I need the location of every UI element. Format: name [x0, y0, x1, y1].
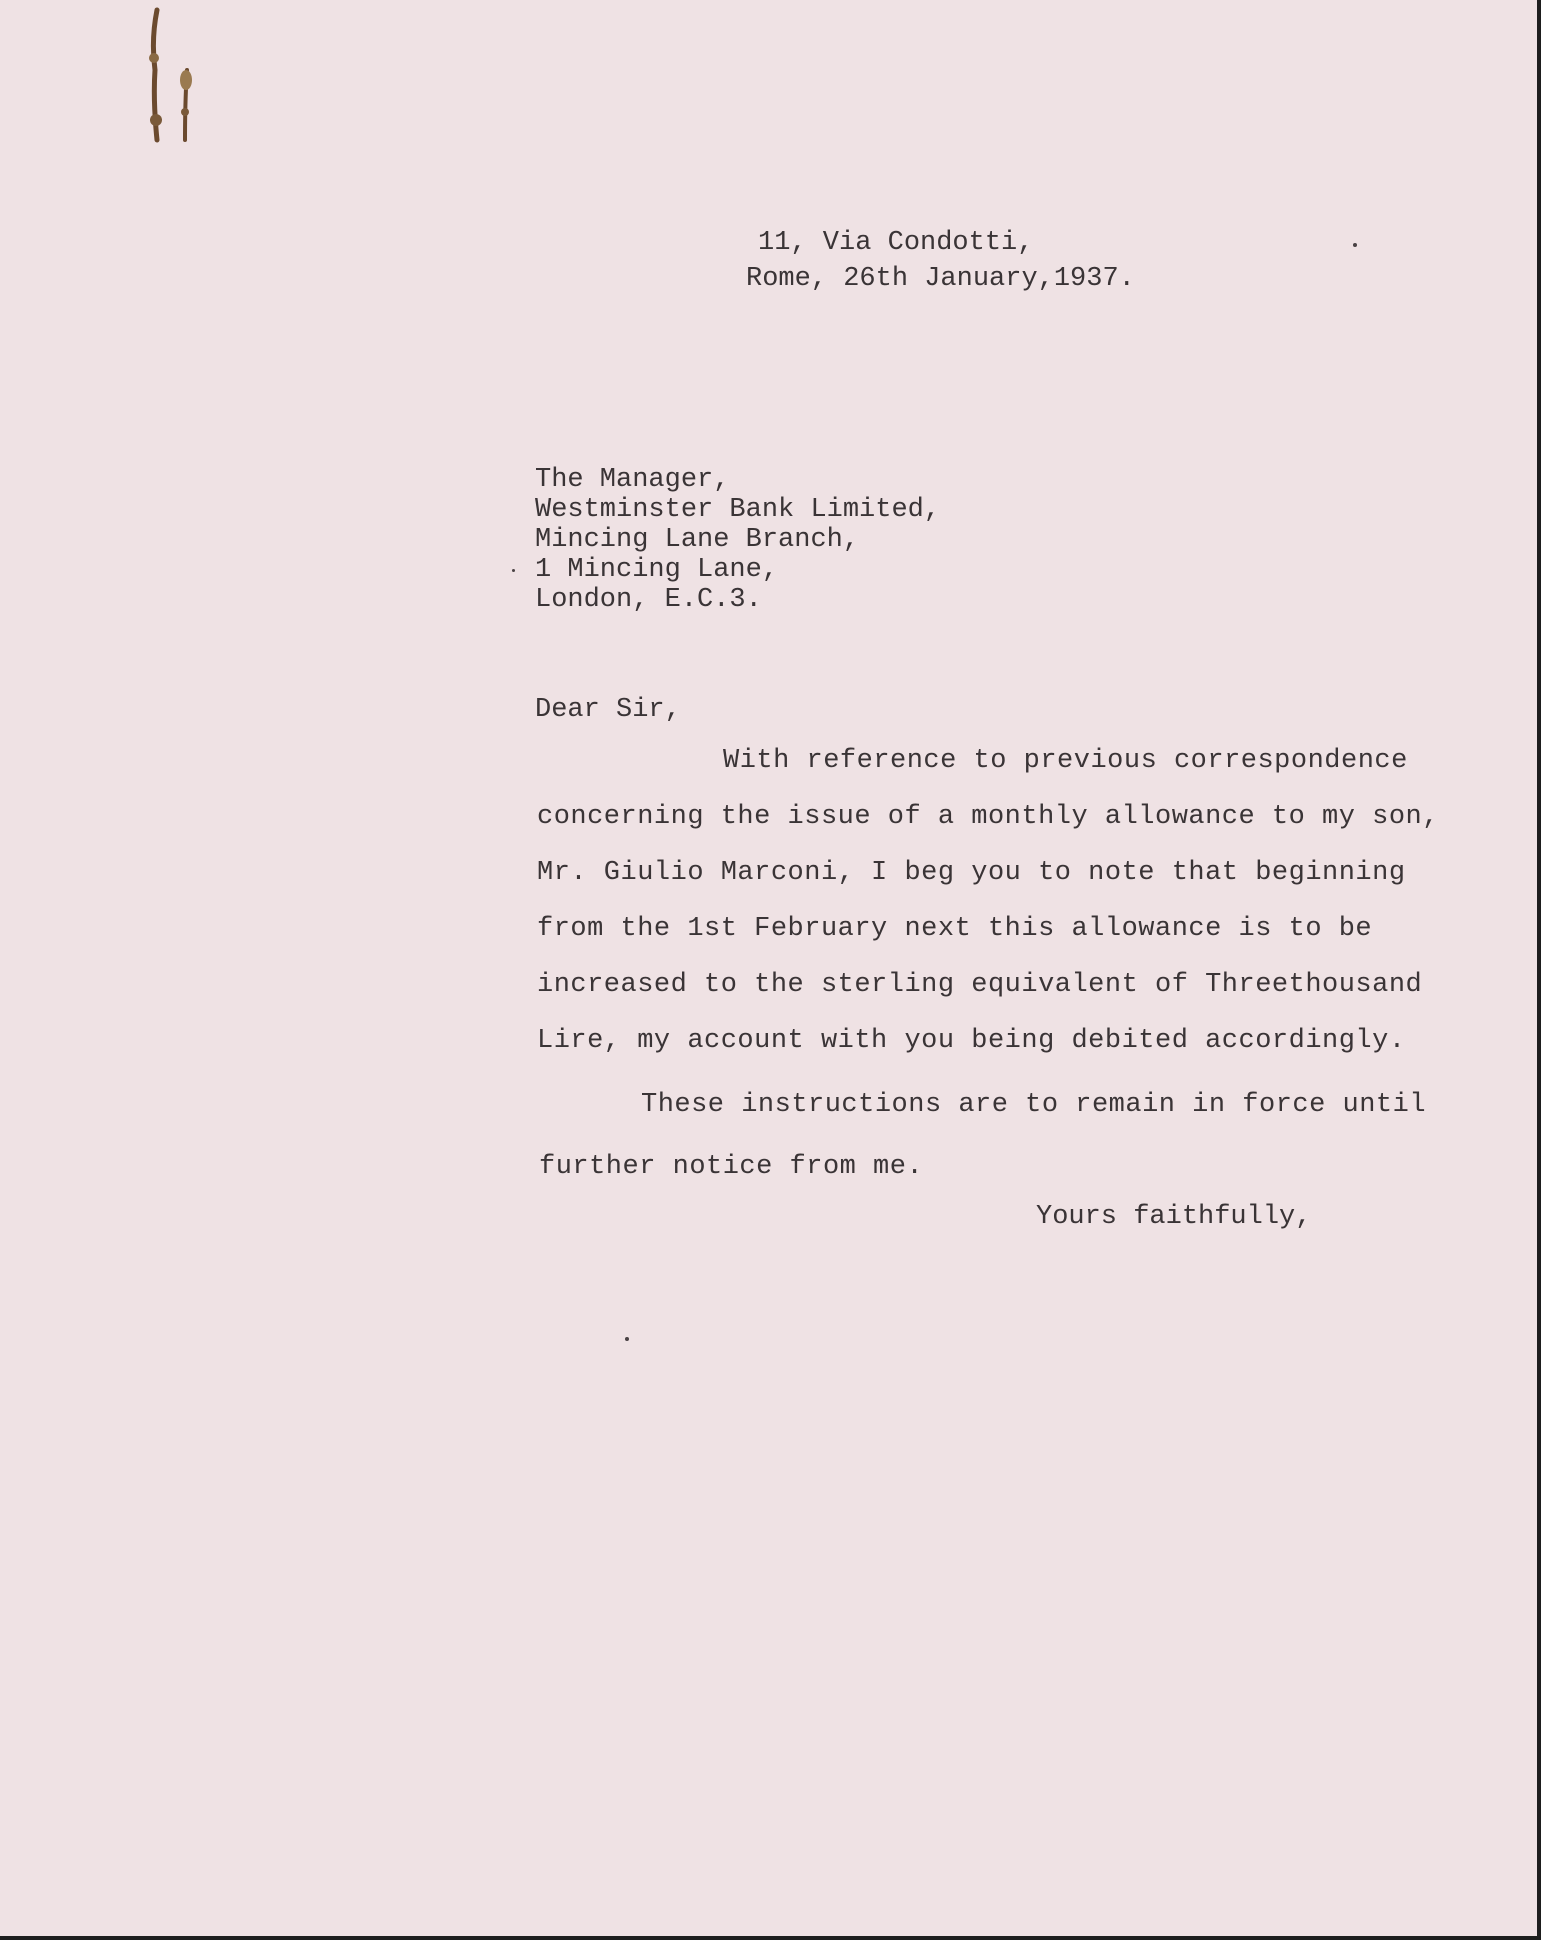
recipient-line: The Manager,: [535, 465, 730, 495]
ink-speck: [1353, 243, 1357, 247]
ink-speck: [512, 569, 515, 572]
sender-address-line-date: Rome, 26th January,1937.: [746, 264, 1135, 294]
recipient-line: London, E.C.3.: [535, 585, 762, 615]
salutation: Dear Sir,: [535, 695, 681, 725]
recipient-line: 1 Mincing Lane,: [535, 555, 779, 585]
paragraph-2: [537, 1090, 1467, 1190]
paragraph-2-line: further notice from me.: [539, 1152, 924, 1182]
paragraph-1-line: Mr. Giulio Marconi, I beg you to note that beginning: [537, 858, 1406, 888]
sender-address-line-street: 11, Via Condotti,: [758, 228, 1034, 258]
paragraph-2-line: These instructions are to remain in force until: [641, 1090, 1427, 1120]
paragraph-1-line: from the 1st February next this allowance is to be: [537, 914, 1373, 944]
recipient-line: Mincing Lane Branch,: [535, 525, 860, 555]
staple-marks-icon: [135, 0, 215, 160]
recipient-address: [535, 465, 1055, 625]
recipient-line: Westminster Bank Limited,: [535, 495, 941, 525]
sender-address: [746, 228, 1178, 298]
closing: Yours faithfully,: [1036, 1202, 1312, 1232]
paragraph-1-line: concerning the issue of a monthly allowance to my son,: [537, 802, 1439, 832]
paragraph-1-line: Lire, my account with you being debited accordingly.: [537, 1026, 1406, 1056]
ink-speck: [625, 1337, 629, 1341]
paragraph-1: [537, 746, 1467, 1076]
paragraph-1-line: increased to the sterling equivalent of Threethousand: [537, 970, 1423, 1000]
paragraph-1-line: With reference to previous correspondence: [723, 746, 1408, 776]
